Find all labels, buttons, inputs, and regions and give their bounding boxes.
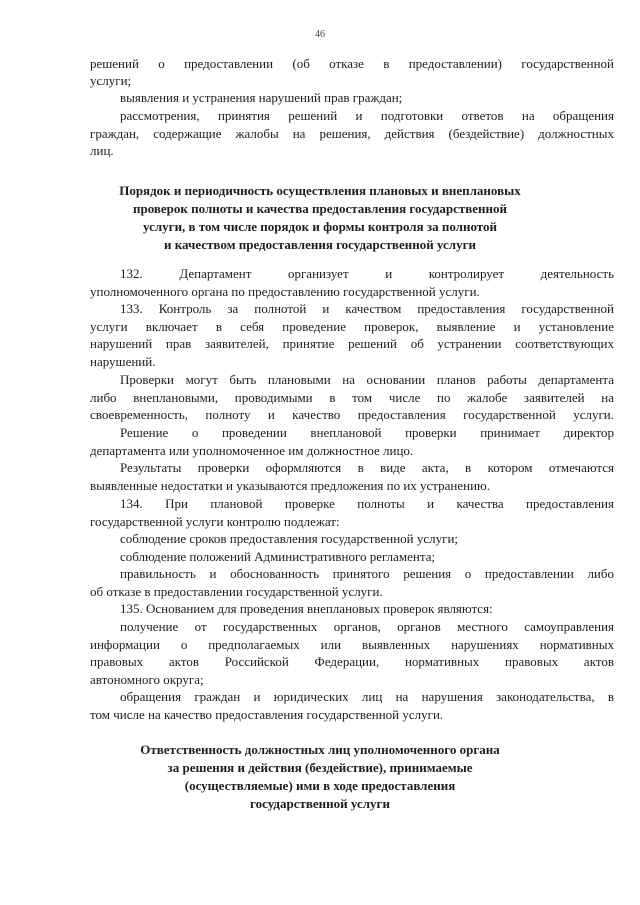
text-line: правовых актов Российской Федерации, нормативных правовых актов	[90, 654, 614, 669]
section-heading-line: проверок полноты и качества предоставления государственной	[132, 201, 508, 216]
text-line: автономного округа;	[90, 672, 204, 687]
text-line: выявленные недостатки и указываются предложения по их устранению.	[90, 478, 491, 493]
text-line: услуги включает в себя проведение проверок, выявление и установление	[90, 319, 614, 334]
text-line: выявления и устранения нарушений прав граждан;	[120, 90, 403, 105]
text-line: лиц.	[90, 143, 114, 158]
text-line: Решение о проведении внеплановой проверки принимает директор	[120, 425, 614, 440]
text-line: об отказе в предоставлении государственной услуги.	[90, 584, 383, 599]
text-line: Результаты проверки оформляются в виде акта, в котором отмечаются	[120, 460, 614, 475]
text-line: получение от государственных органов, органов местного самоуправления	[120, 619, 614, 634]
section-heading-line: за решения и действия (бездействие), принимаемые	[167, 760, 473, 775]
text-line: государственной услуги контролю подлежат:	[90, 514, 340, 529]
section-heading-line: государственной услуги	[250, 796, 390, 811]
text-line: обращения граждан и юридических лиц на нарушения законодательства, в	[120, 689, 614, 704]
text-line: своевременность, полноту и качество предоставления государственной услуги.	[90, 407, 614, 422]
text-line: Проверки могут быть плановыми на основании планов работы департамента	[120, 372, 614, 387]
text-line: рассмотрения, принятия решений и подготовки ответов на обращения	[120, 108, 614, 123]
text-line: 135. Основанием для проведения внеплановых проверок являются:	[120, 601, 493, 616]
text-line: информации о предполагаемых или выявленных нарушениях нормативных	[90, 637, 614, 652]
text-line: департамента или уполномоченное им должностное лицо.	[90, 443, 414, 458]
section-heading-line: (осуществляемые) ими в ходе предоставления	[184, 778, 456, 793]
text-line: 134. При плановой проверке полноты и качества предоставления	[120, 496, 614, 511]
text-line: том числе на качество предоставления государственной услуги.	[90, 707, 444, 722]
text-line: соблюдение положений Административного регламента;	[120, 549, 436, 564]
page-number: 46	[315, 29, 325, 40]
text-line: услуги;	[90, 73, 132, 88]
section-heading-line: услуги, в том числе порядок и формы контроля за полнотой	[143, 219, 497, 234]
text-line: нарушений прав заявителей, принятие решений об устранении соответствующих	[90, 336, 614, 351]
text-line: граждан, содержащие жалобы на решения, действия (бездействие) должностных	[90, 126, 614, 141]
text-line: нарушений.	[90, 354, 156, 369]
text-line: правильность и обоснованность принятого решения о предоставлении либо	[120, 566, 614, 581]
text-line: соблюдение сроков предоставления государственной услуги;	[120, 531, 459, 546]
section-heading-line: и качеством предоставления государственной услуги	[164, 237, 476, 252]
text-line: либо внеплановыми, проводимыми в том числе по жалобе заявителей на	[90, 390, 614, 405]
text-line: 133. Контроль за полнотой и качеством предоставления государственной	[120, 301, 614, 316]
text-line: уполномоченного органа по предоставлению государственной услуги.	[90, 284, 480, 299]
section-heading-line: Порядок и периодичность осуществления плановых и внеплановых	[119, 183, 521, 198]
text-line: решений о предоставлении (об отказе в предоставлении) государственной	[90, 56, 614, 71]
text-line: 132. Департамент организует и контролирует деятельность	[120, 266, 614, 281]
section-heading-line: Ответственность должностных лиц уполномоченного органа	[140, 742, 500, 757]
